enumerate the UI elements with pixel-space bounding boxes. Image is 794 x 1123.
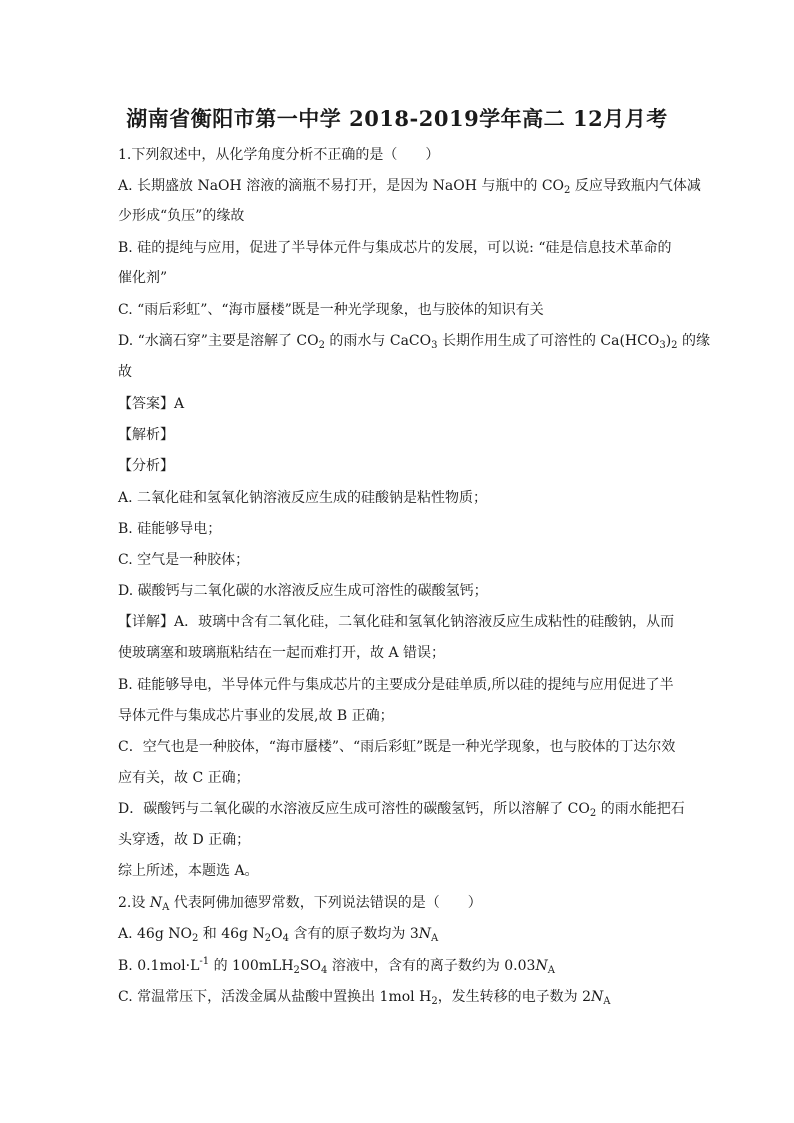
q1-fenxi-a: A. 二氧化硅和氢氧化钠溶液反应生成的硅酸钠是粘性物质； (118, 490, 488, 506)
q1-option-b-line1: B. 硅的提纯与应用，促进了半导体元件与集成芯片的发展，可以说: “硅是信息技术革命的 (118, 240, 672, 256)
q1-fenxi-b: B. 硅能够导电； (118, 521, 222, 537)
q2-option-c: C. 常温常压下，活泼金属从盐酸中置换出 1mol $H_2$，发生转移的电子数为 $2N_A$ (118, 989, 611, 1007)
q1-detail-line4: 导体元件与集成芯片事业的发展,故 B 正确； (118, 708, 394, 724)
q1-detail-line2: 使玻璃塞和玻璃瓶粘结在一起而难打开，故 A 错误； (118, 645, 446, 661)
q1-answer: 【答案】A (118, 396, 185, 412)
q1-option-b-line2: 催化剂” (118, 270, 168, 286)
q1-option-a-line2: 少形成“负压”的缘故 (118, 208, 245, 224)
q2-option-b: B. $0.1mol\cdot L^{-1}$ 的 $100mLH_2SO_4$ 溶液中，含有的离子数约为 $0.03N_A$ (118, 956, 555, 976)
q1-fenxi-d: D. 碳酸钙与二氧化碳的水溶液反应生成可溶性的碳酸氢钙； (118, 583, 488, 599)
page-title: 湖南省衡阳市第一中学 2018-2019学年高二 12月月考 (126, 106, 668, 131)
q2-option-a: A. 46g $NO_2$ 和 46g $N_2O_4$ 含有的原子数均为 $3N_A$ (118, 926, 439, 944)
q1-detail-line3: B. 硅能够导电，半导体元件与集成芯片的主要成分是硅单质,所以硅的提纯与应用促进了半 (118, 677, 674, 693)
q1-option-a-line1: A. 长期盛放 NaOH 溶液的滴瓶不易打开，是因为 NaOH 与瓶中的 $CO_2$ 反应导致瓶内气体减 (118, 178, 701, 196)
q1-detail-line1: 【详解】A．玻璃中含有二氧化硅，二氧化硅和氢氧化钠溶液反应生成粘性的硅酸钠，从而 (118, 614, 675, 630)
q2-stem: 2.设 $N_A$ 代表阿佛加德罗常数，下列说法错误的是（ ） (118, 895, 482, 913)
q1-summary: 综上所述，本题选 A。 (118, 863, 259, 879)
q1-analysis-heading: 【解析】 (118, 427, 174, 443)
q1-option-d-line1: D. “水滴石穿”主要是溶解了 $CO_2$ 的雨水与 CaCO$_3$ 长期作用生成了可溶性的 $Ca(HCO_3)_2$ 的缘 (118, 333, 710, 351)
q1-detail-line5: C．空气也是一种胶体，“海市蜃楼”、“雨后彩虹”既是一种光学现象，也与胶体的丁达尔效 (118, 739, 676, 755)
q1-detail-line7: D．碳酸钙与二氧化碳的水溶液反应生成可溶性的碳酸氢钙，所以溶解了 $CO_2$ 的雨水能把石 (118, 801, 685, 819)
q1-fenxi-heading: 【分析】 (118, 458, 174, 474)
q1-stem: 1.下列叙述中，从化学角度分析不正确的是（ ） (118, 147, 440, 163)
q1-option-c: C. “雨后彩虹”、“海市蜃楼”既是一种光学现象，也与胶体的知识有关 (118, 302, 544, 318)
q1-detail-line6: 应有关，故 C 正确； (118, 770, 250, 786)
q1-option-d-line2: 故 (118, 364, 132, 380)
q1-fenxi-c: C. 空气是一种胶体； (118, 552, 250, 568)
q1-detail-line8: 头穿透，故 D 正确； (118, 832, 251, 848)
